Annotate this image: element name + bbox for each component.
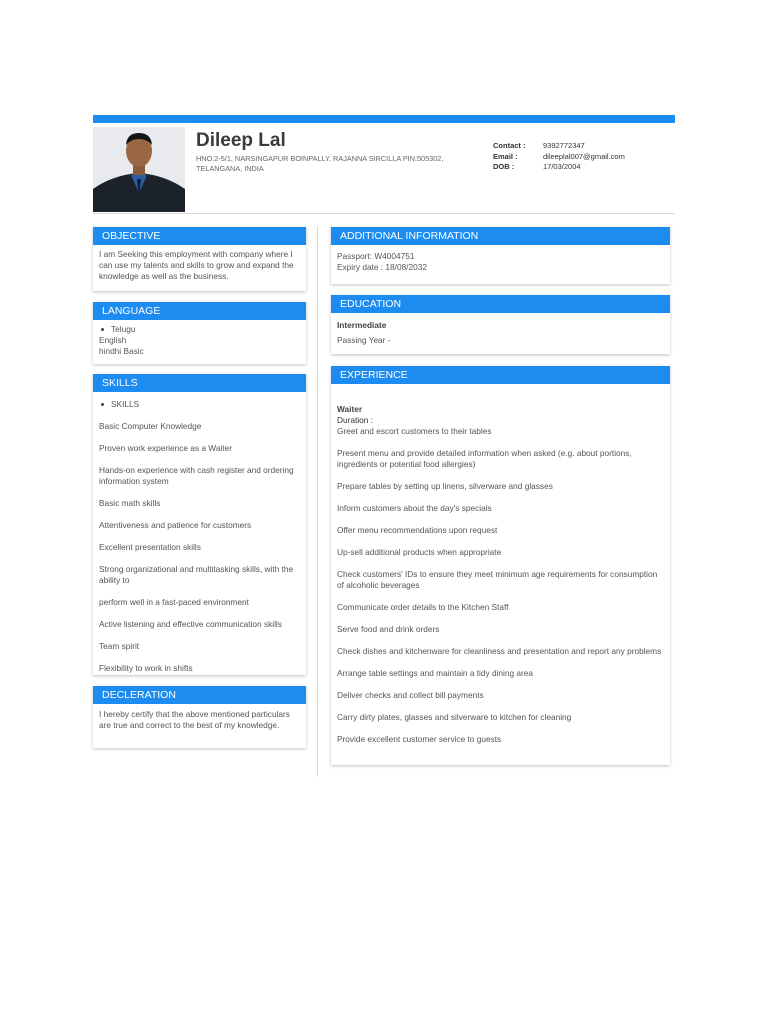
skill-item: Team spirit [99, 641, 140, 651]
language-body [93, 320, 306, 363]
skill-item: Strong organizational and multitasking skills, with the ability to [99, 564, 294, 585]
decleration-title: DECLERATION [93, 686, 306, 704]
dob-label: DOB : [493, 162, 515, 171]
decleration-text: I hereby certify that the above mentioned particulars are true and correct to the best of my knowledge. [99, 709, 290, 730]
contact-value: 9392772347 [543, 141, 585, 150]
skill-item: Active listening and effective communication skills [99, 619, 282, 629]
email-value: dileeplal007@gmail.com [543, 151, 625, 161]
skill-item: Basic Computer Knowledge [99, 421, 202, 431]
objective-card [93, 227, 306, 291]
experience-item: Arrange table settings and maintain a tidy dining area [337, 668, 534, 678]
experience-item: Check dishes and kitchenware for cleanliness and presentation and report any problems [337, 646, 662, 656]
candidate-name: Dileep Lal [196, 130, 286, 151]
skill-item: Attentiveness and patience for customers [99, 520, 252, 530]
header-accent-bar [93, 115, 675, 123]
experience-item: Communicate order details to the Kitchen Staff [337, 602, 509, 612]
dob-value: 17/03/2004 [543, 162, 581, 171]
skill-item: Hands-on experience with cash register and ordering information system [99, 465, 294, 486]
bullet-icon [101, 328, 104, 331]
skill-item: Proven work experience as a Waiter [99, 443, 232, 453]
education-title: EDUCATION [331, 295, 670, 313]
additional-info-title: ADDITIONAL INFORMATION [331, 227, 670, 245]
education-body [331, 313, 670, 352]
decleration-card [93, 686, 306, 748]
experience-item: Check customers' IDs to ensure they meet minimum age requirements for consumption of alcoholic beverages [337, 569, 658, 590]
objective-title: OBJECTIVE [93, 227, 306, 245]
experience-role: Waiter [337, 404, 363, 414]
header-divider [93, 213, 675, 214]
passport-number: Passport: W4004751 [337, 251, 415, 261]
experience-item: Deliver checks and collect bill payments [337, 690, 484, 700]
skill-item: Excellent presentation skills [99, 542, 201, 552]
passport-expiry: Expiry date : 18/08/2032 [337, 262, 427, 272]
skill-item: perform well in a fast-paced environment [99, 597, 249, 607]
contact-label: Contact : [493, 141, 526, 150]
bullet-icon [101, 403, 104, 406]
additional-info-card [331, 227, 670, 284]
language-bullet-text: Telugu [111, 324, 136, 334]
column-divider [317, 226, 318, 777]
language-item: hindhi Basic [99, 346, 144, 356]
skills-card [93, 374, 306, 675]
experience-item: Present menu and provide detailed information when asked (e.g. about portions, ingredients or potential food allergies) [337, 448, 632, 469]
language-item: English [99, 335, 127, 345]
experience-item: Offer menu recommendations upon request [337, 525, 498, 535]
experience-item: Up-sell additional products when appropriate [337, 547, 502, 557]
objective-text: I am Seeking this employment with company where I can use my talents and skills to grow and expand the knowledge as well as the business. [99, 249, 294, 281]
skills-title: SKILLS [93, 374, 306, 392]
experience-item: Inform customers about the day's specials [337, 503, 492, 513]
email-label: Email : [493, 151, 518, 161]
language-title: LANGUAGE [93, 302, 306, 320]
education-card [331, 295, 670, 354]
language-card [93, 302, 306, 364]
skill-item: Flexibility to work in shifts [99, 663, 193, 673]
skills-body [93, 392, 306, 691]
additional-info-body [331, 245, 670, 279]
skills-bullet-text: SKILLS [111, 399, 140, 409]
experience-title: EXPERIENCE [331, 366, 670, 384]
contact-block [493, 141, 625, 173]
candidate-address: HNO:2-5/1, NARSINGAPUR BOINPALLY, RAJANNA SIRCILLA PIN:505302, TELANGANA, INDIA [196, 154, 444, 173]
language-bullet-item [99, 324, 300, 335]
skill-item: Basic math skills [99, 498, 161, 508]
experience-body [331, 384, 670, 762]
experience-item: Prepare tables by setting up linens, silverware and glasses [337, 481, 553, 491]
education-passing-year: Passing Year - [337, 335, 391, 345]
skills-bullet-item [99, 399, 300, 410]
experience-duration: Duration : [337, 415, 373, 425]
experience-item: Serve food and drink orders [337, 624, 440, 634]
experience-item: Greet and escort customers to their tables [337, 426, 492, 436]
experience-card [331, 366, 670, 765]
education-level: Intermediate [337, 320, 387, 330]
profile-photo [93, 127, 185, 212]
experience-item: Provide excellent customer service to guests [337, 734, 502, 744]
experience-item: Carry dirty plates, glasses and silverware to kitchen for cleaning [337, 712, 572, 722]
